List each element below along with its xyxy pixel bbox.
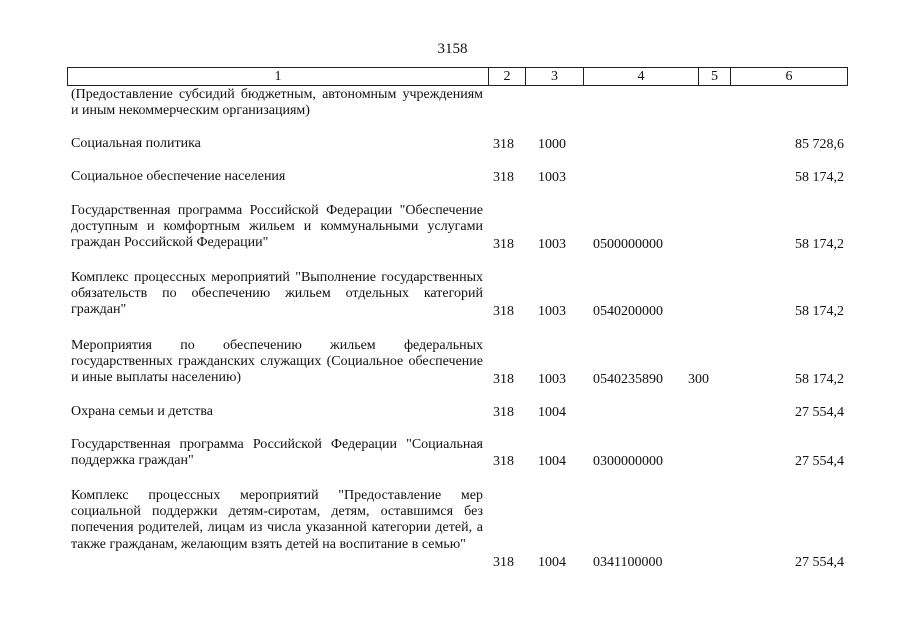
row-col-2: 318 [493,169,514,185]
header-col-1: 1 [274,69,282,84]
table-row [0,338,905,388]
page-number: 3158 [437,41,468,57]
table-row [0,270,905,320]
row-col-3: 1003 [538,169,566,185]
table-header [67,67,848,86]
row-col-6: 27 554,4 [795,404,844,420]
row-col-2: 318 [493,236,514,252]
row-col-4: 0540235890 [593,371,663,387]
row-name: (Предоставление субсидий бюджетным, автономным учреждениям и иным некоммерческим организациям) [71,87,483,119]
table-row [0,203,905,253]
row-col-6: 85 728,6 [795,136,844,152]
row-col-4: 0300000000 [593,453,663,469]
row-col-2: 318 [493,371,514,387]
table-row [0,488,905,571]
row-name: Комплекс процессных мероприятий "Выполнение государственных обязательств по обеспечению жильем отдельных категорий граждан" [71,270,483,318]
row-col-2: 318 [493,453,514,469]
table-row [0,437,905,470]
row-name: Государственная программа Российской Федерации "Обеспечение доступным и комфортным жильем и коммунальными услугами граждан Российской Федерации" [71,203,483,251]
row-col-2: 318 [493,554,514,570]
table-row [0,136,905,153]
table-row [0,404,905,421]
header-col-2: 2 [488,68,525,85]
row-col-4: 0500000000 [593,236,663,252]
row-col-6: 58 174,2 [795,236,844,252]
table-row [0,87,905,120]
row-col-5: 300 [688,371,709,387]
row-name: Мероприятия по обеспечению жильем федеральных государственных гражданских служащих (Социальное обеспечение и иные выплаты населению) [71,338,483,386]
row-col-4: 0341100000 [593,554,663,570]
header-col-4: 4 [583,68,698,85]
row-col-2: 318 [493,404,514,420]
row-col-6: 27 554,4 [795,453,844,469]
row-col-6: 58 174,2 [795,169,844,185]
row-col-3: 1003 [538,236,566,252]
row-col-2: 318 [493,303,514,319]
row-col-6: 27 554,4 [795,554,844,570]
row-col-4: 0540200000 [593,303,663,319]
row-col-3: 1004 [538,404,566,420]
table-row [0,169,905,186]
row-col-3: 1000 [538,136,566,152]
row-name: Социальная политика [71,136,201,151]
row-name: Охрана семьи и детства [71,404,213,419]
row-name: Государственная программа Российской Федерации "Социальная поддержка граждан" [71,437,483,469]
row-col-3: 1004 [538,554,566,570]
row-col-2: 318 [493,136,514,152]
header-col-3: 3 [525,68,583,85]
row-col-3: 1003 [538,371,566,387]
row-col-3: 1004 [538,453,566,469]
row-name: Социальное обеспечение населения [71,169,286,184]
row-name: Комплекс процессных мероприятий "Предоставление мер социальной поддержки детям-сиротам, детям, оставшимся без попечения родителей, лицам из числа указанной категории детей, а также гражданам, желающим взять детей на воспитание в семью" [71,488,483,552]
header-col-5: 5 [698,68,730,85]
row-col-3: 1003 [538,303,566,319]
row-col-6: 58 174,2 [795,303,844,319]
header-col-6: 6 [730,68,847,85]
row-col-6: 58 174,2 [795,371,844,387]
